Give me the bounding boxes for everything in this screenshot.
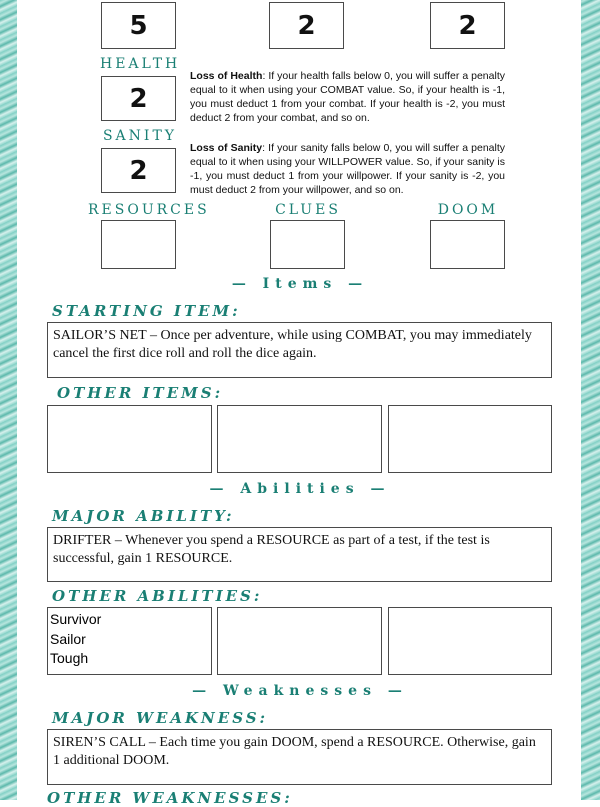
stat-value-1: 5 (129, 10, 148, 41)
loss-of-sanity-rule (190, 141, 505, 197)
other-item-box-3[interactable] (388, 405, 552, 473)
doom-label: DOOM (437, 202, 499, 218)
major-weakness-heading: MAJOR WEAKNESS: (52, 709, 269, 727)
decorative-border-right (578, 0, 600, 800)
health-box[interactable] (101, 76, 176, 121)
major-ability-box[interactable]: DRIFTER – Whenever you spend a RESOURCE as part of a test, if the test is successful, gain 1 RESOURCE. (47, 527, 552, 582)
major-ability-heading: MAJOR ABILITY: (52, 507, 235, 525)
other-abilities-heading: OTHER ABILITIES: (52, 587, 263, 605)
health-label: HEALTH (100, 56, 181, 72)
decorative-border-left (0, 0, 20, 800)
weaknesses-section-title: — Weaknesses — (192, 683, 408, 699)
other-item-box-1[interactable] (47, 405, 212, 473)
loss-of-health-rule (190, 69, 505, 125)
stat-box-1[interactable] (101, 2, 176, 49)
abilities-section-title: — Abilities — (209, 481, 391, 497)
loss-of-sanity-title: Loss of Sanity (190, 142, 263, 154)
stat-box-3[interactable] (430, 2, 505, 49)
stat-value-3: 2 (458, 10, 477, 41)
doom-box[interactable] (430, 220, 505, 269)
stat-value-2: 2 (297, 10, 316, 41)
resources-box[interactable] (101, 220, 176, 269)
loss-of-health-text: : If your health falls below 0, you will suffer a penalty equal to it when using your COMBAT value. So, if your health is -1, you must deduct 1 from your combat. If your health is -2, you must deduct 2 from your combat, and so on. (190, 70, 505, 124)
sanity-value: 2 (129, 155, 148, 186)
clues-box[interactable] (270, 220, 345, 269)
sanity-box[interactable] (101, 148, 176, 193)
ability-item: Sailor (50, 630, 86, 647)
ability-item: Tough (50, 650, 89, 666)
major-weakness-box[interactable]: SIREN’S CALL – Each time you gain DOOM, spend a RESOURCE. Otherwise, gain 1 additional DOOM. (47, 729, 552, 785)
ability-item: Survivor (50, 611, 102, 627)
health-value: 2 (129, 83, 148, 114)
other-items-heading: OTHER ITEMS: (57, 384, 224, 402)
other-ability-box-2[interactable] (217, 607, 382, 675)
clues-label: CLUES (275, 202, 341, 218)
other-ability-box-1[interactable] (47, 607, 212, 675)
other-weaknesses-heading: OTHER WEAKNESSES: (47, 789, 293, 807)
sanity-label: SANITY (102, 128, 178, 144)
starting-item-box[interactable]: SAILOR’S NET – Once per adventure, while using COMBAT, you may immediately cancel the first dice roll and roll the dice again. (47, 322, 552, 378)
resources-label: RESOURCES (88, 202, 210, 218)
other-item-box-2[interactable] (217, 405, 382, 473)
loss-of-sanity-text: : If your sanity falls below 0, you will suffer a penalty equal to it when using your WILLPOWER value. So, if your sanity is -1, you must deduct 1 from your willpower. If your sanity is -2, you must deduct 2 from your willpower, and so on. (190, 142, 506, 196)
other-ability-box-3[interactable] (388, 607, 552, 675)
items-section-title: — Items — (231, 276, 369, 292)
stat-box-2[interactable] (269, 2, 344, 49)
starting-item-heading: STARTING ITEM: (52, 302, 241, 320)
loss-of-health-title: Loss of Health (190, 70, 263, 82)
